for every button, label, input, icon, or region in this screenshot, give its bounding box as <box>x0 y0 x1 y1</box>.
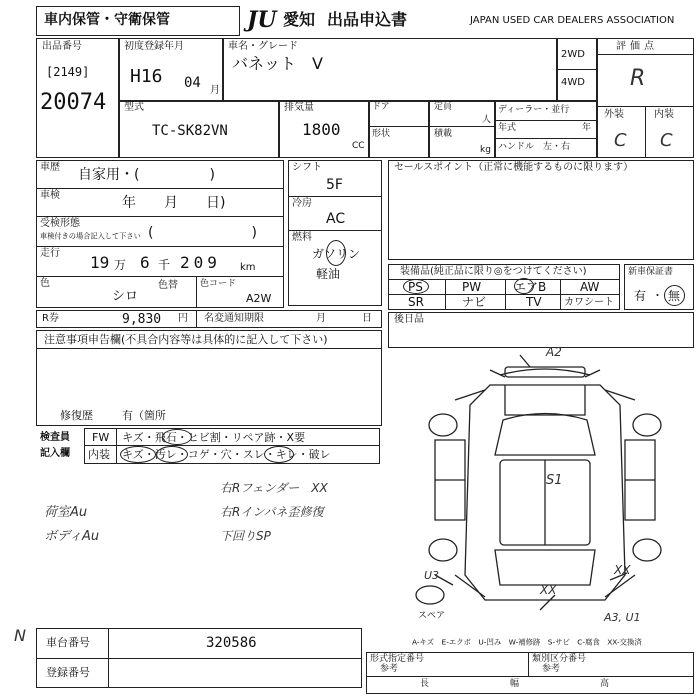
equipment-item-navi: ナビ <box>462 295 487 309</box>
shift-label: シフト <box>292 162 322 173</box>
sales-point-label: セールスポイント（正常に機能するものに限ります） <box>394 162 634 173</box>
history-label: 車歴 <box>40 162 60 173</box>
model-label: 型式 <box>124 102 144 113</box>
repair-history-value: 有（箇所 <box>122 409 166 422</box>
size-width-label: 幅 <box>510 679 520 689</box>
transfer-label: 受検形態 <box>40 218 80 229</box>
mileage-sen: 6 <box>140 253 150 272</box>
margin-mark: N <box>14 626 26 645</box>
diagram-left-mark: U3 <box>424 569 440 582</box>
chassis-label: 車台番号 <box>46 636 90 649</box>
dealer-label: ディーラー・並行 <box>498 105 570 115</box>
handwritten-line-3-left: ボディAu <box>44 529 100 544</box>
load-unit: kg <box>480 145 491 155</box>
handle-label: ハンドル 左・右 <box>498 142 571 152</box>
model-year-unit: 年 <box>582 123 592 133</box>
inspector-label-2: 記入欄 <box>40 448 70 459</box>
notice-day: 日 <box>362 313 372 324</box>
inspector-wear-circle <box>264 446 294 463</box>
registration-number-label: 登録番号 <box>46 666 90 679</box>
ju-logo-mark: JU <box>247 7 277 33</box>
fuel-diesel: 軽油 <box>316 267 341 281</box>
vehicle-name-label: 車名・グレード <box>228 41 298 52</box>
warranty-no: 無 <box>668 289 681 303</box>
equipment-ps-circle <box>403 279 429 294</box>
equipment-item-pw: PW <box>462 280 482 294</box>
model-value: TC-SK82VN <box>152 123 228 139</box>
displacement-unit: CC <box>352 141 365 151</box>
equipment-item-leather: カワシート <box>564 297 614 308</box>
color-label: 色 <box>40 278 50 289</box>
color-code-label: 色コード <box>200 279 237 289</box>
after-items-block <box>388 312 694 348</box>
size-length-label: 長 <box>420 679 430 689</box>
color-code-value: A2W <box>246 292 272 305</box>
recycle-label: R券 <box>42 313 59 324</box>
grade-exterior: C <box>614 130 627 151</box>
chassis-value: 320586 <box>206 635 257 651</box>
history-value: 自家用・( ) <box>78 167 215 183</box>
handwritten-line-1: 右Rフェンダー XX <box>220 481 328 495</box>
spare-tire-label: スペア <box>418 611 446 621</box>
inspector-interior-label: 内装 <box>88 448 110 461</box>
warranty-separator: ・ <box>652 289 663 302</box>
equipment-item-sr: SR <box>408 295 424 309</box>
size-height-label: 高 <box>600 679 610 689</box>
mileage-label: 走行 <box>40 248 60 259</box>
vehicle-name-value: バネット V <box>232 54 323 73</box>
diagram-top-mark: A2 <box>546 345 562 359</box>
inspector-fw-label: FW <box>92 431 110 444</box>
mileage-man: 19 <box>90 253 110 272</box>
door-label: ドア <box>372 102 390 112</box>
handwritten-line-2-left: 荷室Au <box>44 505 88 520</box>
ac-value: AC <box>326 211 346 227</box>
inspector-dirt-circle <box>156 446 188 463</box>
drive-4wd-label: 4WD <box>561 77 585 88</box>
mileage-sen-unit: 千 <box>158 258 171 272</box>
grade-interior-label: 内装 <box>654 109 674 120</box>
shift-value: 5F <box>326 177 343 193</box>
capacity-unit: 人 <box>482 115 492 125</box>
inspector-interior-items: キズ・汚レ・コゲ・穴・スレ・キレ・破レ <box>122 448 331 461</box>
notes-label: 注意事項申告欄(不具合内容等は具体的に記入して下さい) <box>44 333 328 346</box>
diagram-bottom-mark: XX <box>540 583 557 597</box>
grade-exterior-label: 外装 <box>604 109 624 120</box>
warranty-label: 新車保証書 <box>628 267 674 277</box>
transfer-value: ( ) <box>148 225 257 241</box>
warranty-yes: 有 <box>634 289 647 303</box>
lot-number: 20074 <box>40 90 107 115</box>
inspection-label: 車検 <box>40 190 60 201</box>
storage-label: 車内保管・守衛保管 <box>44 12 170 28</box>
registration-month-unit: 月 <box>210 85 220 96</box>
fuel-gasoline: ガソリン <box>312 247 361 261</box>
equipment-airbag-circle <box>514 278 534 294</box>
equipment-item-tv: TV <box>526 295 542 309</box>
registration-era-year: H16 <box>130 66 163 87</box>
fuel-label: 燃料 <box>292 232 312 243</box>
association-name-en: JAPAN USED CAR DEALERS ASSOCIATION <box>470 15 675 26</box>
inspector-scratch-circle <box>120 446 156 463</box>
color-value: シロ <box>112 289 139 304</box>
diagram-bottom-right-mark: A3, U1 <box>604 611 641 624</box>
ac-label: 冷房 <box>292 198 312 209</box>
form-number-sub: 参考 <box>380 664 399 674</box>
displacement-label: 排気量 <box>284 102 314 113</box>
mileage-unit: km <box>240 262 256 273</box>
grade-interior: C <box>660 130 673 151</box>
repaint-label: 色替 <box>158 280 178 291</box>
notice-month: 月 <box>316 313 326 324</box>
first-registration-label: 初度登録年月 <box>124 41 184 52</box>
grade-overall: R <box>630 66 646 91</box>
notice-label: 名変通知期限 <box>204 313 264 324</box>
grade-label: 評価点 <box>616 41 658 52</box>
recycle-value: 9,830 <box>122 312 162 327</box>
load-label: 積載 <box>434 129 453 139</box>
model-year-label: 年式 <box>498 123 517 133</box>
class-number-sub: 参考 <box>542 664 561 674</box>
equipment-item-ps: PS <box>408 280 423 294</box>
lot-number-label: 出品番号 <box>42 41 82 52</box>
sales-point-block <box>388 160 694 260</box>
shape-label: 形状 <box>372 129 391 139</box>
damage-legend: A-キズ E-エクボ U-凹み W-補修跡 S-サビ C-腐食 XX-交換済 <box>412 638 642 648</box>
handwritten-line-3-right: 下回りSP <box>220 529 271 543</box>
repair-history-label: 修復歴 <box>60 409 93 422</box>
class-number-label: 類別区分番号 <box>532 654 587 664</box>
after-items-label: 後日品 <box>394 314 424 325</box>
equipment-item-aw: AW <box>580 280 600 294</box>
inspector-fw-items: キズ・飛石・ヒビ割・リペア跡・X要 <box>122 431 306 444</box>
association-name: 愛知 <box>283 10 316 29</box>
equipment-label: 装備品(純正品に限り◎をつけてください) <box>400 266 587 277</box>
mileage-rest: 209 <box>180 253 221 272</box>
capacity-label: 定員 <box>434 102 453 112</box>
drive-2wd-label: 2WD <box>561 49 585 60</box>
transfer-sub: 車検付きの場合記入して下さい <box>40 233 141 242</box>
equipment-item-airbag: エアB <box>514 280 547 294</box>
registration-month: 04 <box>184 75 201 91</box>
recycle-unit: 円 <box>178 313 188 324</box>
diagram-center-mark: S1 <box>546 473 563 488</box>
handwritten-line-2-right: 右Rインパネ歪修復 <box>220 505 324 519</box>
warranty-no-circle <box>664 285 685 306</box>
displacement-value: 1800 <box>302 120 341 139</box>
mileage-man-unit: 万 <box>114 258 127 272</box>
inspector-chip-circle <box>162 429 192 445</box>
inspection-value: 年 月 日) <box>122 195 226 211</box>
lot-sub-number: [2149] <box>46 65 90 79</box>
diagram-right-mark: XX <box>614 563 631 577</box>
form-title: 出品申込書 <box>327 10 408 29</box>
fuel-gasoline-circle <box>326 240 346 266</box>
inspector-label-1: 検査員 <box>40 432 70 443</box>
form-number-label: 形式指定番号 <box>370 654 425 664</box>
